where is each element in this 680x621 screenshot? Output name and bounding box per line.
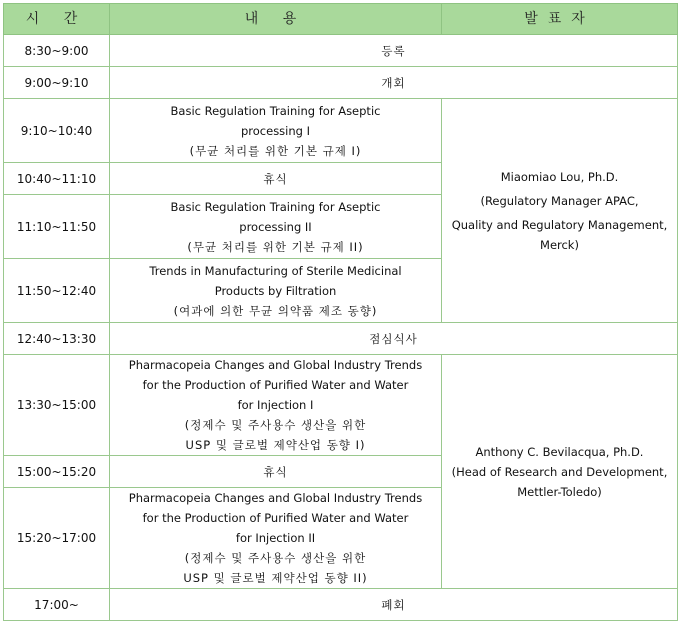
content-cell: 휴식 — [110, 456, 442, 488]
presenter-affiliation: (Head of Research and Development, — [451, 464, 668, 479]
presenter-name: Anthony C. Bevilacqua, Ph.D. — [475, 444, 644, 459]
content-cell: 등록 — [110, 35, 678, 67]
content-cell — [110, 355, 442, 456]
content-en-line: Pharmacopeia Changes and Global Industry Trends — [128, 358, 423, 372]
content-en-line: processing I — [240, 123, 311, 138]
time-cell: 9:10~10:40 — [4, 99, 110, 163]
time-cell: 9:00~9:10 — [4, 67, 110, 99]
table-row — [4, 67, 678, 99]
content-en-line: for Injection II — [235, 531, 316, 545]
presenter-cell-1 — [442, 99, 678, 323]
content-ko-line: USP 및 글로벌 제약산업 동향 I) — [185, 438, 366, 452]
header-content: 내 용 — [110, 4, 442, 35]
presenter-name: Miaomiao Lou, Ph.D. — [500, 169, 619, 184]
content-en-line: Basic Regulation Training for Aseptic — [170, 103, 381, 118]
content-en-line: Basic Regulation Training for Aseptic — [170, 199, 381, 214]
content-ko-line: (정제수 및 주사용수 생산을 위한 — [184, 418, 367, 432]
content-cell: 폐회 — [110, 589, 678, 621]
content-ko-line: (무균 처리를 위한 기본 규제 II) — [187, 239, 364, 254]
presenter-affiliation: Mettler-Toledo) — [517, 484, 602, 499]
presenter-affiliation: Quality and Regulatory Management, — [451, 217, 668, 232]
time-cell: 12:40~13:30 — [4, 323, 110, 355]
content-cell — [110, 488, 442, 589]
time-cell: 8:30~9:00 — [4, 35, 110, 67]
content-en-line: for the Production of Purified Water and Water — [142, 378, 409, 392]
table-row — [4, 99, 678, 163]
content-en-line: Pharmacopeia Changes and Global Industry Trends — [128, 491, 423, 505]
content-cell: 점심식사 — [110, 323, 678, 355]
time-cell: 11:10~11:50 — [4, 195, 110, 259]
header-row — [4, 4, 678, 35]
content-ko-line: (정제수 및 주사용수 생산을 위한 — [184, 551, 367, 565]
content-cell — [110, 195, 442, 259]
content-cell: 휴식 — [110, 163, 442, 195]
content-cell — [110, 99, 442, 163]
header-presenter: 발표자 — [442, 4, 678, 35]
content-ko-line: USP 및 글로벌 제약산업 동향 II) — [183, 571, 368, 585]
content-cell: 개회 — [110, 67, 678, 99]
time-cell: 13:30~15:00 — [4, 355, 110, 456]
table-row — [4, 35, 678, 67]
presenter-affiliation: (Regulatory Manager APAC, — [480, 193, 639, 208]
content-en-line: for the Production of Purified Water and Water — [142, 511, 409, 525]
content-en-line: for Injection I — [237, 398, 314, 412]
content-en-line: Products by Filtration — [214, 283, 337, 298]
content-ko-line: (무균 처리를 위한 기본 규제 I) — [189, 143, 362, 158]
time-cell: 15:20~17:00 — [4, 488, 110, 589]
schedule-table — [3, 3, 678, 621]
header-time: 시 간 — [4, 4, 110, 35]
time-cell: 10:40~11:10 — [4, 163, 110, 195]
presenter-affiliation: Merck) — [540, 237, 579, 252]
table-row — [4, 355, 678, 456]
content-ko-line: (여과에 의한 무균 의약품 제조 동향) — [173, 303, 378, 318]
time-cell: 15:00~15:20 — [4, 456, 110, 488]
time-cell: 17:00~ — [4, 589, 110, 621]
presenter-cell-2 — [442, 355, 678, 589]
table-row — [4, 323, 678, 355]
content-cell — [110, 259, 442, 323]
table-row — [4, 589, 678, 621]
content-en-line: Trends in Manufacturing of Sterile Medicinal — [149, 263, 402, 278]
content-en-line: processing II — [239, 219, 312, 234]
time-cell: 11:50~12:40 — [4, 259, 110, 323]
